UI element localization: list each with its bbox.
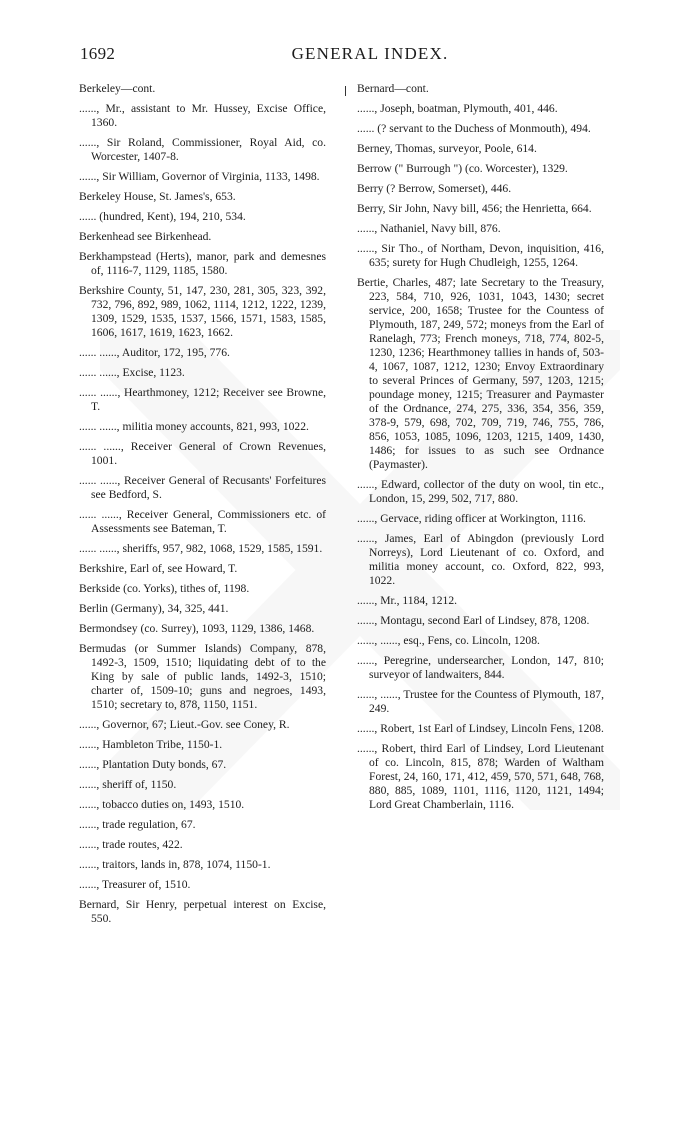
index-entry: Berkside (co. Yorks), tithes of, 1198. bbox=[79, 582, 250, 595]
index-entry: ......, sheriff of, 1150. bbox=[79, 778, 177, 791]
index-entry: Berkshire, Earl of, see Howard, T. bbox=[79, 562, 238, 575]
right-index-column bbox=[357, 82, 604, 818]
page-header bbox=[80, 40, 600, 70]
index-entry: Berney, Thomas, surveyor, Poole, 614. bbox=[357, 142, 537, 155]
index-entry: ......, ......, esq., Fens, co. Lincoln, 1208. bbox=[357, 634, 540, 647]
index-entry: ......, Mr., assistant to Mr. Hussey, Excise Office, 1360. bbox=[79, 102, 326, 129]
index-entry: ......, Sir Tho., of Northam, Devon, inquisition, 416, 635; surety for Hugh Chudleigh, 1255, 1264. bbox=[357, 242, 604, 269]
index-entry: ...... ......, Auditor, 172, 195, 776. bbox=[79, 346, 230, 359]
index-entry: ......, Hambleton Tribe, 1150-1. bbox=[79, 738, 223, 751]
index-entry: ......, ......, Trustee for the Countess of Plymouth, 187, 249. bbox=[357, 688, 604, 715]
index-entry: ......, Robert, third Earl of Lindsey, Lord Lieutenant of co. Lincoln, 815, 878; Warden of Waltham Forest, 24, 160, 171, 412, 459, 570, 571, 648, 768, 880, 885, 1089, 1101, 1116, 1120, 1121, 1494; Lord Great Chamberlain, 1116. bbox=[357, 742, 604, 811]
index-entry: ......, Mr., 1184, 1212. bbox=[357, 594, 458, 607]
index-entry: ......, Sir William, Governor of Virginia, 1133, 1498. bbox=[79, 170, 320, 183]
index-entry: ......, Joseph, boatman, Plymouth, 401, 446. bbox=[357, 102, 558, 115]
index-entry: ......, Montagu, second Earl of Lindsey, 878, 1208. bbox=[357, 614, 590, 627]
index-entry: Berkhampstead (Herts), manor, park and demesnes of, 1116-7, 1129, 1185, 1580. bbox=[79, 250, 326, 277]
index-entry: ...... ......, Receiver General of Crown Revenues, 1001. bbox=[79, 440, 326, 467]
index-entry: Bermudas (or Summer Islands) Company, 878, 1492-3, 1509, 1510; liquidating debt of to the King by sale of public lands, 1492-3, 1510; charter of, 1509-10; guns and negroes, 1493, 1510; secretary to, 878, 1150, 1151. bbox=[79, 642, 326, 711]
index-entry: ......, trade regulation, 67. bbox=[79, 818, 196, 831]
index-entry: Berry, Sir John, Navy bill, 456; the Henrietta, 664. bbox=[357, 202, 592, 215]
running-title: GENERAL INDEX. bbox=[291, 44, 449, 63]
index-entry: ......, Governor, 67; Lieut.-Gov. see Coney, R. bbox=[79, 718, 290, 731]
index-entry: ......, Treasurer of, 1510. bbox=[79, 878, 191, 891]
index-entry: ......, tobacco duties on, 1493, 1510. bbox=[79, 798, 245, 811]
page-number: 1692 bbox=[80, 44, 116, 63]
index-entry: ......, Nathaniel, Navy bill, 876. bbox=[357, 222, 501, 235]
index-entry: Bermondsey (co. Surrey), 1093, 1129, 1386, 1468. bbox=[79, 622, 315, 635]
index-entry: Berry (? Berrow, Somerset), 446. bbox=[357, 182, 512, 195]
column-divider bbox=[345, 86, 346, 96]
index-entry: Berlin (Germany), 34, 325, 441. bbox=[79, 602, 229, 615]
left-index-column bbox=[79, 82, 326, 932]
index-entry: Berkenhead see Birkenhead. bbox=[79, 230, 212, 243]
index-entry: Berkshire County, 51, 147, 230, 281, 305, 323, 392, 732, 796, 892, 989, 1062, 1114, 1212, 1222, 1239, 1309, 1529, 1535, 1537, 1566, 1571, 1583, 1585, 1606, 1617, 1619, 1623, 1662. bbox=[79, 284, 326, 339]
index-entry: ...... ......, sheriffs, 957, 982, 1068, 1529, 1585, 1591. bbox=[79, 542, 323, 555]
index-entry: ......, James, Earl of Abingdon (previously Lord Norreys), Lord Lieutenant of co. Oxford, and militia money account, co. Oxford, 822, 993, 1022. bbox=[357, 532, 604, 587]
index-entry: ......, Edward, collector of the duty on wool, tin etc., London, 15, 299, 502, 717, 880. bbox=[357, 478, 604, 505]
index-entry: Berrow (" Burrough ") (co. Worcester), 1329. bbox=[357, 162, 568, 175]
index-entry: ...... ......, Receiver General, Commissioners etc. of Assessments see Bateman, T. bbox=[79, 508, 326, 535]
index-entry: Berkeley—cont. bbox=[79, 82, 156, 95]
index-entry: ......, Robert, 1st Earl of Lindsey, Lincoln Fens, 1208. bbox=[357, 722, 604, 735]
index-entry: ...... ......, Hearthmoney, 1212; Receiver see Browne, T. bbox=[79, 386, 326, 413]
index-entry: ......, traitors, lands in, 878, 1074, 1150-1. bbox=[79, 858, 271, 871]
index-entry: ......, trade routes, 422. bbox=[79, 838, 183, 851]
index-entry: ......, Plantation Duty bonds, 67. bbox=[79, 758, 227, 771]
index-entry: ...... ......, militia money accounts, 821, 993, 1022. bbox=[79, 420, 309, 433]
index-entry: ...... ......, Receiver General of Recusants' Forfeitures see Bedford, S. bbox=[79, 474, 326, 501]
index-entry: ......, Gervace, riding officer at Workington, 1116. bbox=[357, 512, 586, 525]
index-entry: Bertie, Charles, 487; late Secretary to the Treasury, 223, 584, 710, 926, 1031, 1043, 1430; secret service, 200, 1658; Trustee for the Countess of Plymouth, 187, 249, 572; moneys from the Earl of Ranelagh, 773; French moneys, 718, 774, 802-5, 1230, 1236; Hearthmoney tallies in hands of, 503-4, 1067, 1087, 1212, 1230; Envoy Extraordinary to several Princes of Germany, 597, 1203, 1215; poundage money, 1215; Treasurer and Paymaster of the Ordnance, 274, 275, 336, 354, 356, 359, 378-9, 579, 698, 702, 709, 719, 746, 755, 786, 856, 1053, 1085, 1096, 1203, 1215, 1409, 1430, 1486; for issues to as such see Ordnance (Paymaster). bbox=[357, 276, 604, 471]
index-entry: ......, Sir Roland, Commissioner, Royal Aid, co. Worcester, 1407-8. bbox=[79, 136, 326, 163]
index-entry: Berkeley House, St. James's, 653. bbox=[79, 190, 236, 203]
index-entry: Bernard—cont. bbox=[357, 82, 429, 95]
index-entry: ...... ......, Excise, 1123. bbox=[79, 366, 185, 379]
index-entry: Bernard, Sir Henry, perpetual interest on Excise, 550. bbox=[79, 898, 326, 925]
index-entry: ......, Peregrine, undersearcher, London, 147, 810; surveyor of landwaiters, 844. bbox=[357, 654, 604, 681]
index-entry: ...... (? servant to the Duchess of Monmouth), 494. bbox=[357, 122, 591, 135]
index-entry: ...... (hundred, Kent), 194, 210, 534. bbox=[79, 210, 246, 223]
